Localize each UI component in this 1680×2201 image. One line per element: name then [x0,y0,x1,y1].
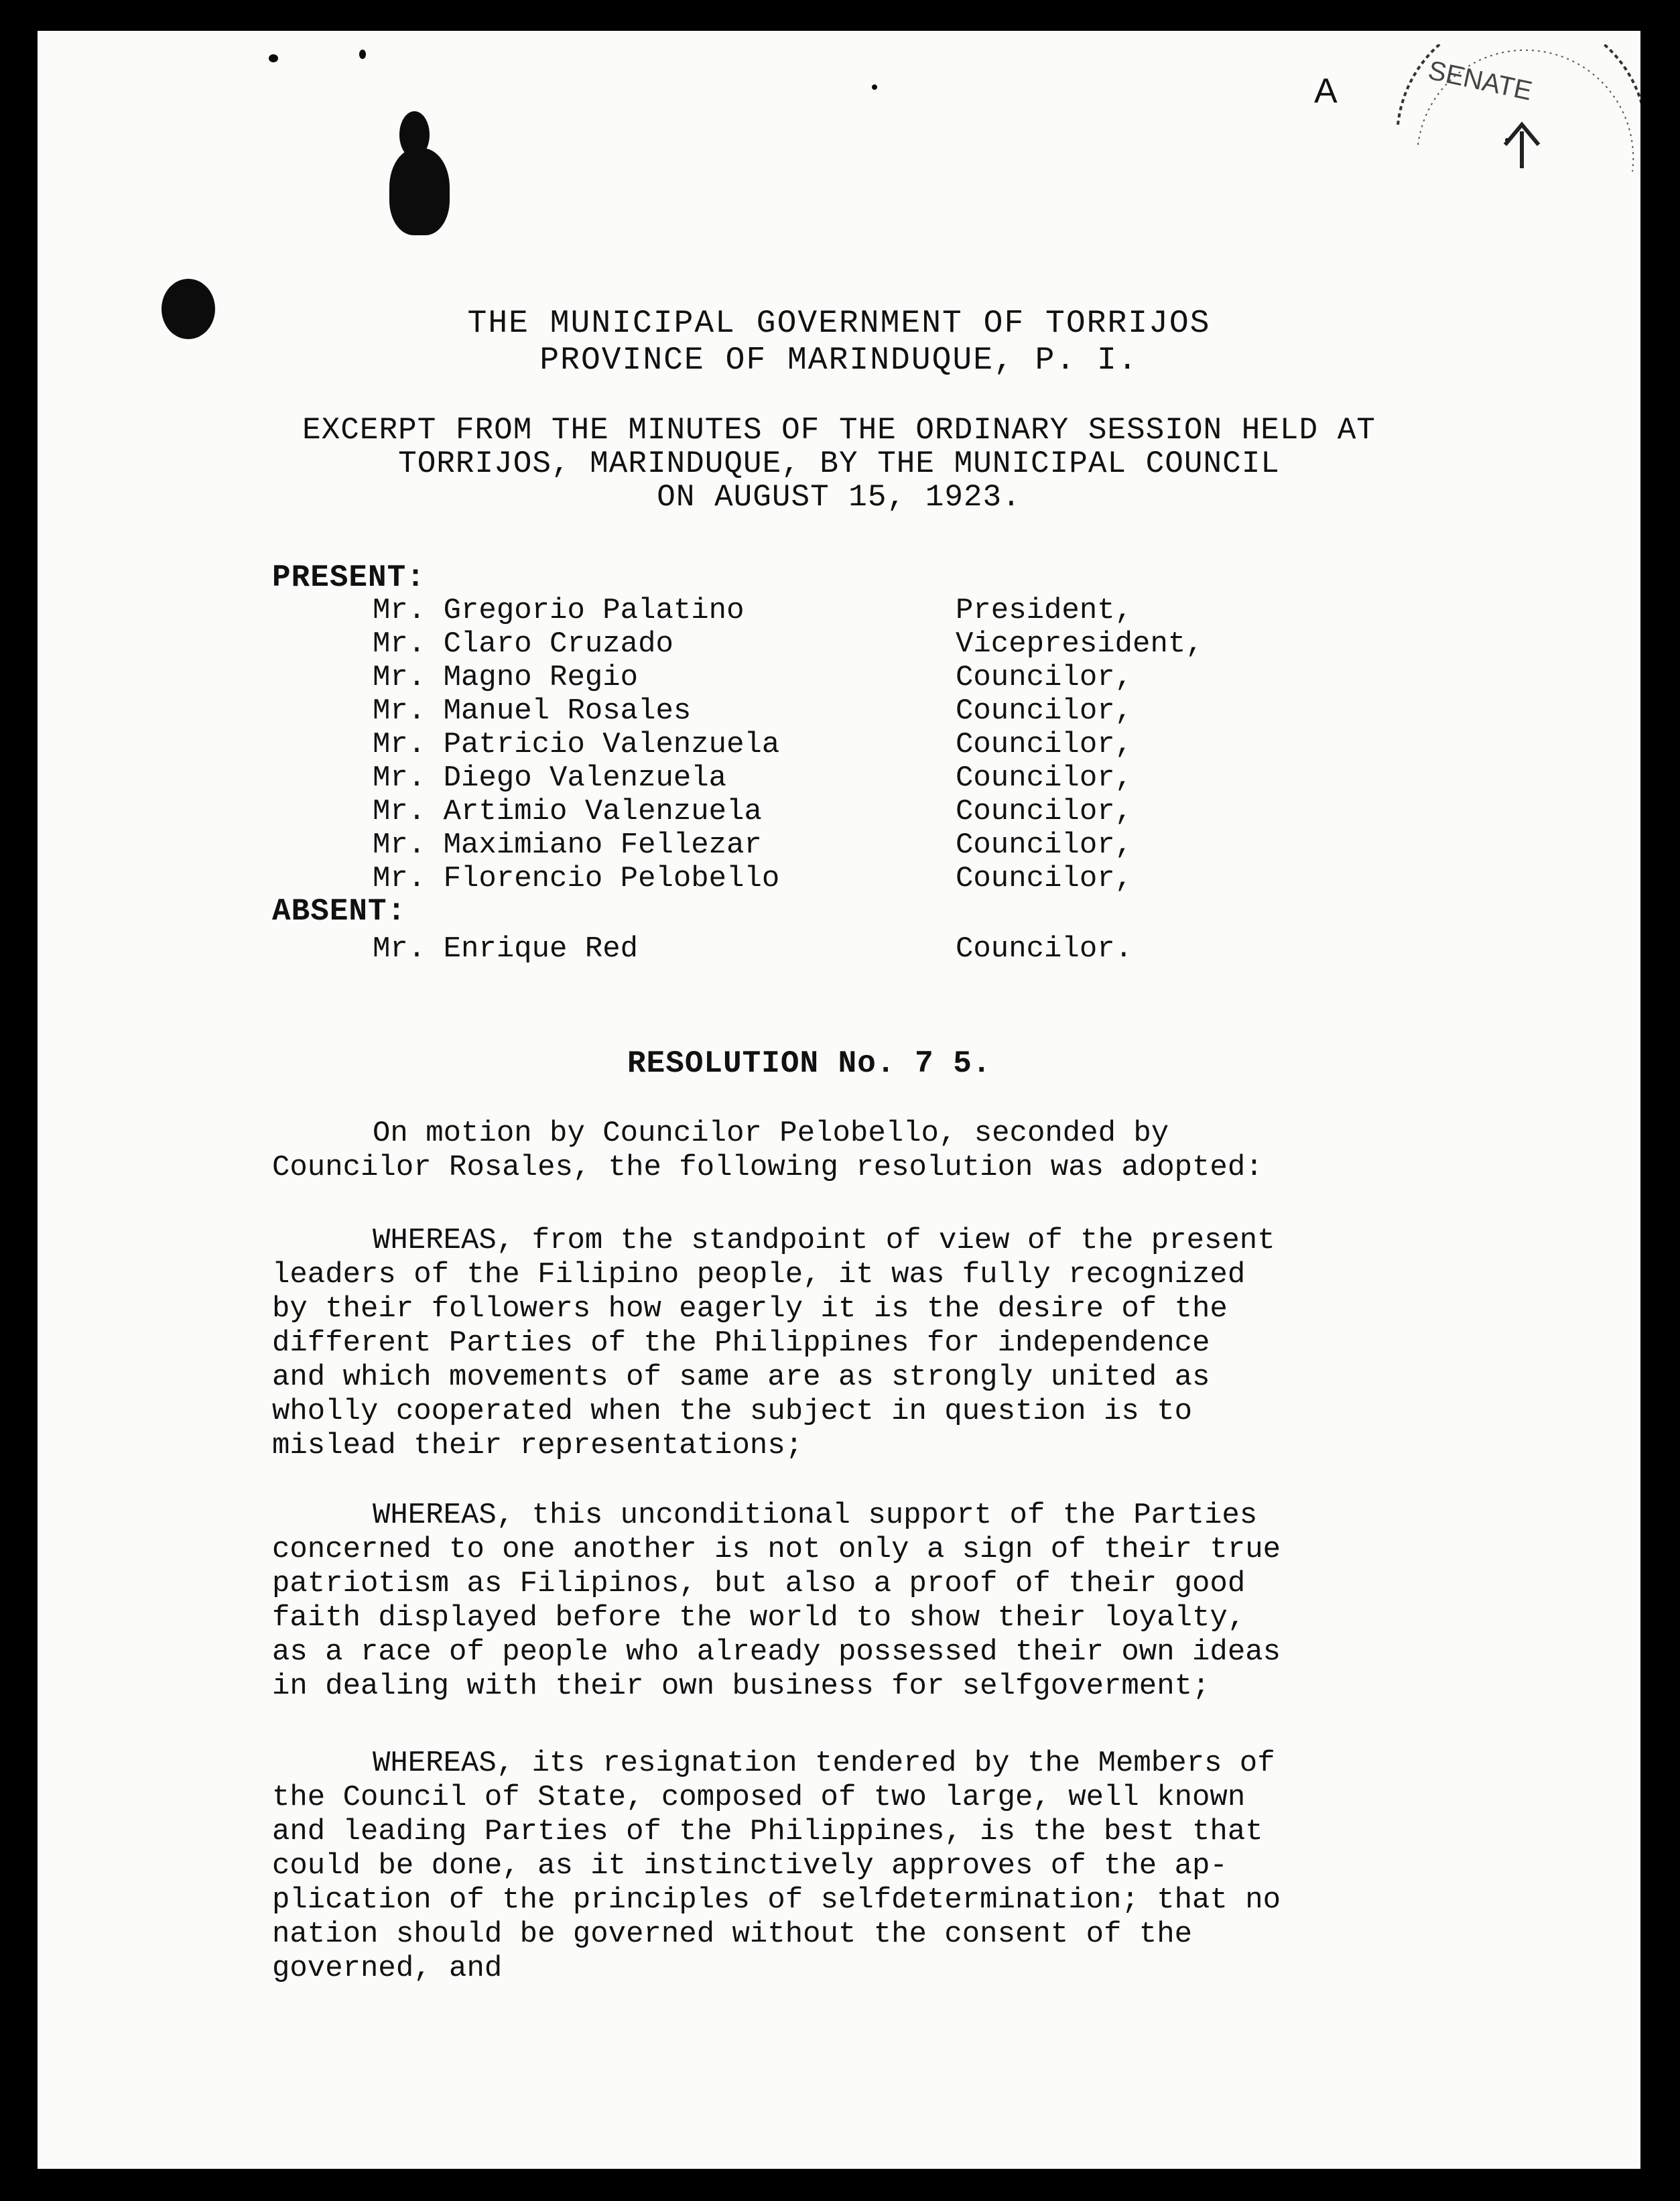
text-line: and which movements of same are as strongly united as [272,1361,1210,1394]
text-line: mislead their representations; [272,1429,803,1462]
attendee-row [373,828,1311,863]
resolution-title: RESOLUTION No. 7 5. [627,1046,992,1081]
attendee-name: Mr. Manuel Rosales [373,694,692,728]
attendee-row [373,627,1311,662]
whereas-paragraph [272,1747,1425,1986]
attendee-title: Councilor, [956,862,1133,895]
attendee-title: President, [956,594,1133,627]
absent-label: ABSENT: [272,894,407,929]
attendee-name: Mr. Diego Valenzuela [373,761,727,795]
text-line: WHEREAS, its resignation tendered by the Members of [373,1747,1275,1780]
text-line: governed, and [272,1952,503,1985]
attendee-title: Councilor, [956,728,1133,761]
text-line: concerned to one another is not only a sign of their true [272,1533,1281,1566]
senate-stamp [1378,44,1640,218]
attendee-title: Councilor, [956,795,1133,828]
text-line: could be done, as it instinctively approves of the ap- [272,1849,1228,1883]
attendee-row [373,761,1311,796]
corner-mark: A [1314,72,1338,111]
text-line: different Parties of the Philippines for independence [272,1326,1210,1360]
text-line: the Council of State, composed of two large, well known [272,1781,1246,1814]
absentee-name: Mr. Enrique Red [373,932,639,966]
text-line: as a race of people who already possessed their own ideas [272,1635,1281,1669]
text-line: wholly cooperated when the subject in question is to [272,1395,1193,1428]
attendee-name: Mr. Maximiano Fellezar [373,828,762,862]
attendee-row [373,661,1311,696]
attendee-row [373,728,1311,763]
attendee-row [373,862,1311,897]
attendee-row [373,795,1311,830]
attendee-name: Mr. Gregorio Palatino [373,594,745,627]
attendee-title: Councilor, [956,761,1133,795]
stamp-text: SENATE [1425,55,1535,107]
text-line: in dealing with their own business for selfgoverment; [272,1670,1210,1703]
text-line: leaders of the Filipino people, it was fully recognized [272,1258,1246,1292]
attendee-title: Councilor, [956,694,1133,728]
ink-blot [399,111,430,158]
excerpt-line-3: ON AUGUST 15, 1923. [657,480,1021,515]
text-line: patriotism as Filipinos, but also a proof of their good [272,1567,1246,1600]
attendee-title: Vicepresident, [956,627,1204,661]
text-line: and leading Parties of the Philippines, is the best that [272,1815,1263,1848]
ink-speck [872,84,877,90]
document-page [38,31,1640,2169]
text-line: nation should be governed without the consent of the [272,1917,1193,1951]
attendee-name: Mr. Claro Cruzado [373,627,673,661]
attendee-row [373,594,1311,629]
text-line: by their followers how eagerly it is the desire of the [272,1292,1228,1326]
text-line: plication of the principles of selfdetermination; that no [272,1883,1281,1917]
text-line: WHEREAS, from the standpoint of view of the present [373,1224,1275,1257]
attendee-title: Councilor, [956,828,1133,862]
ink-speck [269,54,278,62]
text-line: On motion by Councilor Pelobello, seconded by [373,1117,1169,1150]
header-line-2: PROVINCE OF MARINDUQUE, P. I. [539,342,1139,379]
attendee-name: Mr. Artimio Valenzuela [373,795,762,828]
attendee-title: Councilor, [956,661,1133,694]
excerpt-line-2: TORRIJOS, MARINDUQUE, BY THE MUNICIPAL COUNCIL [398,446,1280,481]
attendee-name: Mr. Patricio Valenzuela [373,728,780,761]
absentee-title: Councilor. [956,932,1133,966]
header-line-1: THE MUNICIPAL GOVERNMENT OF TORRIJOS [467,306,1211,342]
attendee-name: Mr. Magno Regio [373,661,639,694]
ink-blot [389,148,450,235]
attendee-name: Mr. Florencio Pelobello [373,862,780,895]
whereas-paragraph [272,1499,1425,1704]
text-line: faith displayed before the world to show their loyalty, [272,1601,1246,1635]
absentee-row [373,932,1311,967]
ink-speck [359,50,366,59]
motion-paragraph [272,1117,1425,1185]
text-line: WHEREAS, this unconditional support of the Parties [373,1499,1258,1532]
whereas-paragraph [272,1224,1425,1463]
present-label: PRESENT: [272,560,426,595]
attendee-row [373,694,1311,729]
text-line: Councilor Rosales, the following resolution was adopted: [272,1151,1263,1184]
excerpt-line-1: EXCERPT FROM THE MINUTES OF THE ORDINARY SESSION HELD AT [302,413,1376,448]
